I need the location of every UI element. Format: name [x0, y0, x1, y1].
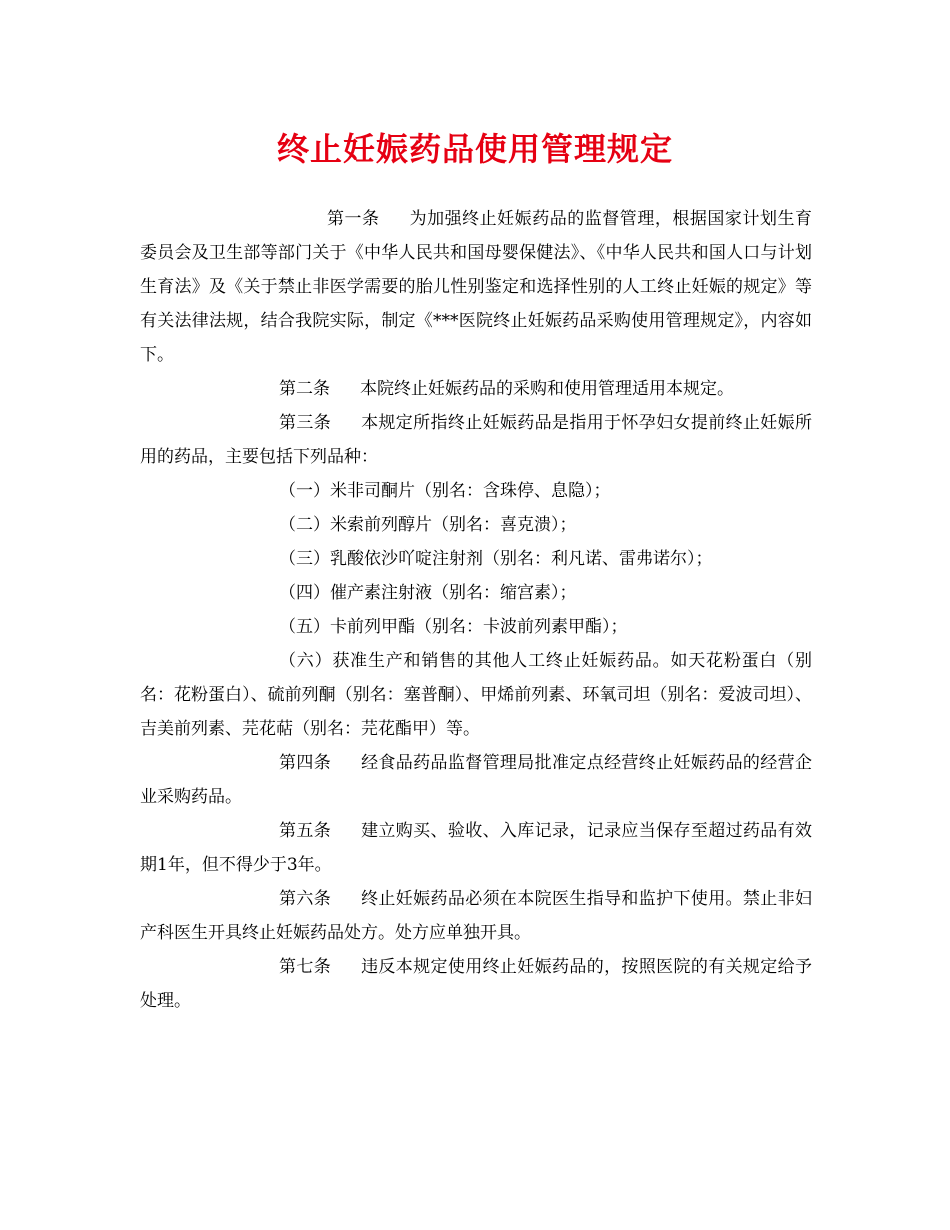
article-label: 第五条 — [279, 821, 332, 841]
article-text: 本院终止妊娠药品的采购和使用管理适用本规定。 — [360, 379, 734, 399]
list-item: （六）获准生产和销售的其他人工终止妊娠药品。如天花粉蛋白（别名：花粉蛋白）、硫前列酮（别名：塞普酮）、甲烯前列素、环氧司坦（别名：爱波司坦）、吉美前列素、芫花萜（别名：芫花酯甲）等。 — [140, 651, 812, 739]
article-text: 为加强终止妊娠药品的监督管理，根据国家计划生育委员会及卫生部等部门关于《中华人民共和国母婴保健法》、《中华人民共和国人口与计划生育法》及《关于禁止非医学需要的胎儿性别鉴定和选择性别的人工终止妊娠的规定》等有关法律法规，结合我院实际，制定《***医院终止妊娠药品采购使用管理规定》，内容如下。 — [140, 209, 813, 365]
article-label: 第二条 — [279, 379, 330, 399]
article-text: 建立购买、验收、入库记录，记录应当保存至超过药品有效期1年，但不得少于3年。 — [140, 821, 813, 875]
article-label: 第四条 — [279, 753, 332, 773]
article-6 — [140, 882, 812, 950]
article-5 — [140, 814, 812, 882]
document-title: 终止妊娠药品使用管理规定 — [276, 130, 673, 168]
article-label: 第七条 — [279, 957, 332, 977]
list-item: （三）乳酸依沙吖啶注射剂（别名：利凡诺、雷弗诺尔）； — [279, 549, 713, 569]
article-7 — [140, 950, 812, 1018]
list-item: （一）米非司酮片（别名：含珠停、息隐）； — [279, 481, 611, 501]
article-label: 第三条 — [279, 413, 332, 433]
list-item: （五）卡前列甲酯（别名：卡波前列素甲酯）； — [279, 617, 628, 637]
article-1 — [140, 202, 812, 372]
article-3 — [140, 406, 812, 474]
article-2 — [140, 372, 812, 406]
article-4 — [140, 746, 812, 814]
article-text: 终止妊娠药品必须在本院医生指导和监护下使用。禁止非妇产科医生开具终止妊娠药品处方。处方应单独开具。 — [140, 889, 813, 943]
document-body — [140, 202, 812, 1018]
article-text: 违反本规定使用终止妊娠药品的，按照医院的有关规定给予处理。 — [140, 957, 813, 1011]
article-text: 经食品药品监督管理局批准定点经营终止妊娠药品的经营企业采购药品。 — [140, 753, 813, 807]
article-text: 本规定所指终止妊娠药品是指用于怀孕妇女提前终止妊娠所用的药品，主要包括下列品种： — [140, 413, 813, 467]
article-label: 第一条 — [327, 209, 380, 229]
list-item: （四）催产素注射液（别名：缩宫素）； — [279, 583, 577, 603]
article-label: 第六条 — [279, 889, 332, 909]
list-item: （二）米索前列醇片（别名：喜克溃）； — [279, 515, 577, 535]
